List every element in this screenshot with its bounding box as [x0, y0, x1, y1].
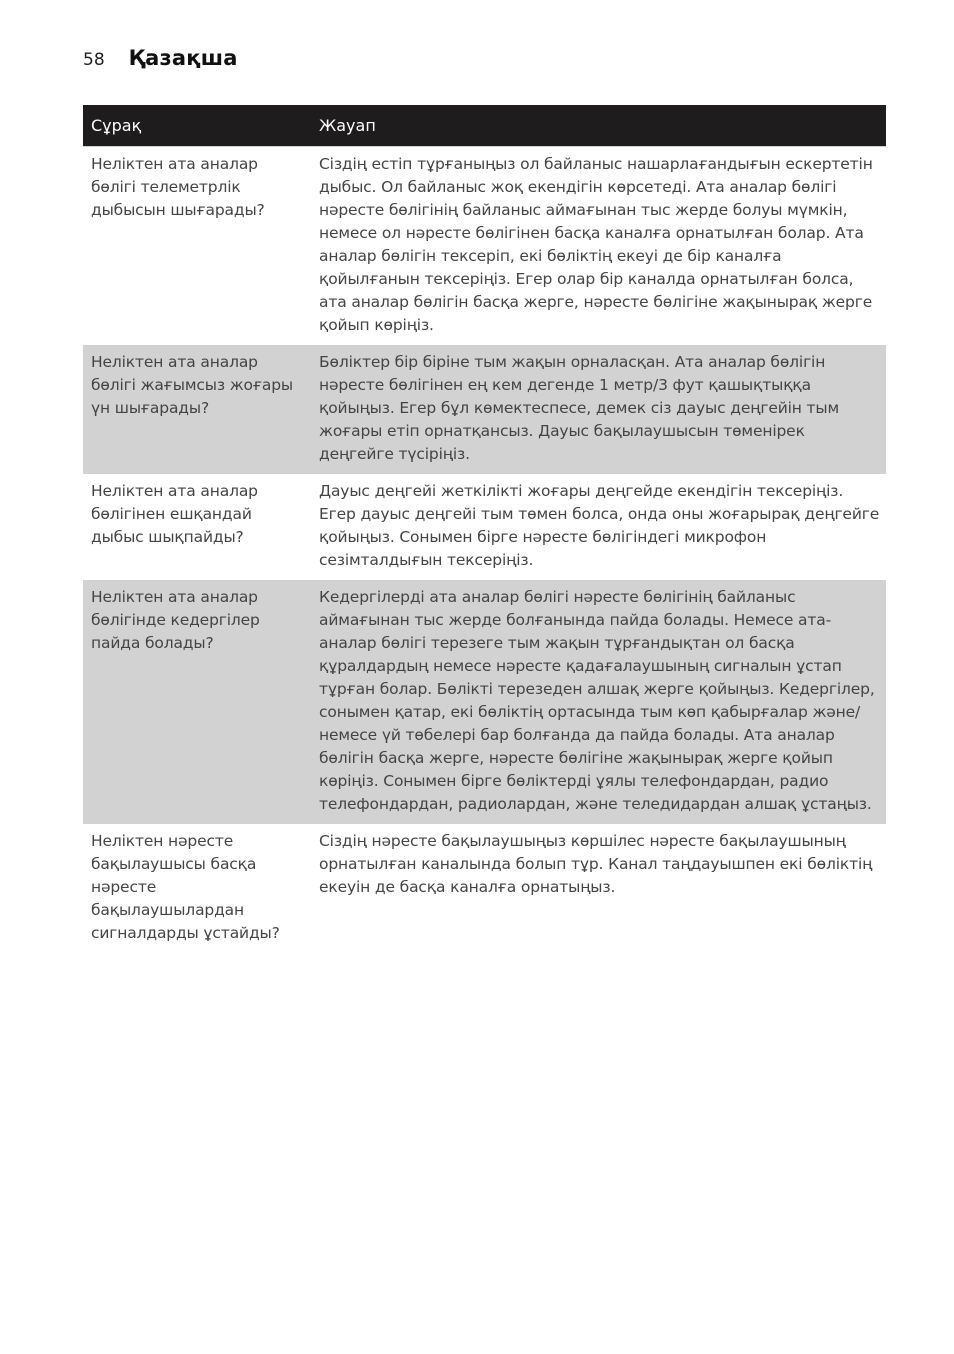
table-row [83, 147, 886, 346]
table-row [83, 580, 886, 824]
question-cell: Неліктен ата аналар бөлігі жағымсыз жоғары үн шығарады? [83, 345, 311, 474]
table-row [83, 474, 886, 580]
question-cell: Неліктен ата аналар бөлігінен ешқандай дыбыс шықпайды? [83, 474, 311, 580]
column-header-answer: Жауап [311, 105, 886, 147]
column-header-question: Сұрақ [83, 105, 311, 147]
table-header-row [83, 105, 886, 147]
answer-cell: Сіздің естіп тұрғаныңыз ол байланыс нашарлағандығын ескертетін дыбыс. Ол байланыс жоқ екендігін көрсетеді. Ата аналар бөлігі нәресте бөлігінің байланыс аймағынан тыс жерде болуы мүмкін, немесе ол нәресте бөлігінен басқа каналға орнатылған болар. Ата аналар бөлігін тексеріп, екі бөліктің екеуі де бір каналға қойылғанын тексеріңіз. Егер олар бір каналда орнатылған болса, ата аналар бөлігін басқа жерге, нәресте бөлігіне жақынырақ жерге қойып көріңіз. [311, 147, 886, 346]
page-header [83, 46, 238, 76]
troubleshooting-table [83, 105, 886, 953]
page-number: 58 [83, 50, 105, 70]
question-cell: Неліктен ата аналар бөлігі телеметрлік дыбысын шығарады? [83, 147, 311, 346]
question-cell: Неліктен ата аналар бөлігінде кедергілер пайда болады? [83, 580, 311, 824]
answer-cell: Дауыс деңгейі жеткілікті жоғары деңгейде екендігін тексеріңіз. Егер дауыс деңгейі тым төмен болса, онда оны жоғарырақ деңгейге қойыңыз. Сонымен бірге нәресте бөлігіндегі микрофон сезімталдығын тексеріңіз. [311, 474, 886, 580]
answer-cell: Сіздің нәресте бақылаушыңыз көршілес нәресте бақылаушының орнатылған каналында болып тұр. Канал таңдауышпен екі бөліктің екеуін де басқа каналға орнатыңыз. [311, 824, 886, 953]
page-title: Қазақша [128, 46, 238, 70]
answer-cell: Бөліктер бір біріне тым жақын орналасқан. Ата аналар бөлігін нәресте бөлігінен ең кем дегенде 1 метр/3 фут қашықтыққа қойыңыз. Егер бұл көмектеспесе, демек сіз дауыс деңгейін тым жоғары етіп орнатқансыз. Дауыс бақылаушысын төменірек деңгейге түсіріңіз. [311, 345, 886, 474]
answer-cell: Кедергілерді ата аналар бөлігі нәресте бөлігінің байланыс аймағынан тыс жерде болғанында пайда болады. Немесе ата-аналар бөлігі терезеге тым жақын тұрғандықтан ол басқа құралдардың немесе нәресте қадағалаушының сигналын ұстап тұрған болар. Бөлікті терезеден алшақ жерге қойыңыз. Кедергілер, сонымен қатар, екі бөліктің ортасында тым көп қабырғалар және/немесе үй төбелері бар болғанда да пайда болады. Ата аналар бөлігін басқа жерге, нәресте бөлігіне жақынырақ жерге қойып көріңіз. Сонымен бірге бөліктерді ұялы телефондардан, радио телефондардан, радиолардан, және теледидардан алшақ ұстаңыз. [311, 580, 886, 824]
question-cell: Неліктен нәресте бақылаушысы басқа нәресте бақылаушылардан сигналдарды ұстайды? [83, 824, 311, 953]
table-row [83, 345, 886, 474]
table-row [83, 824, 886, 953]
